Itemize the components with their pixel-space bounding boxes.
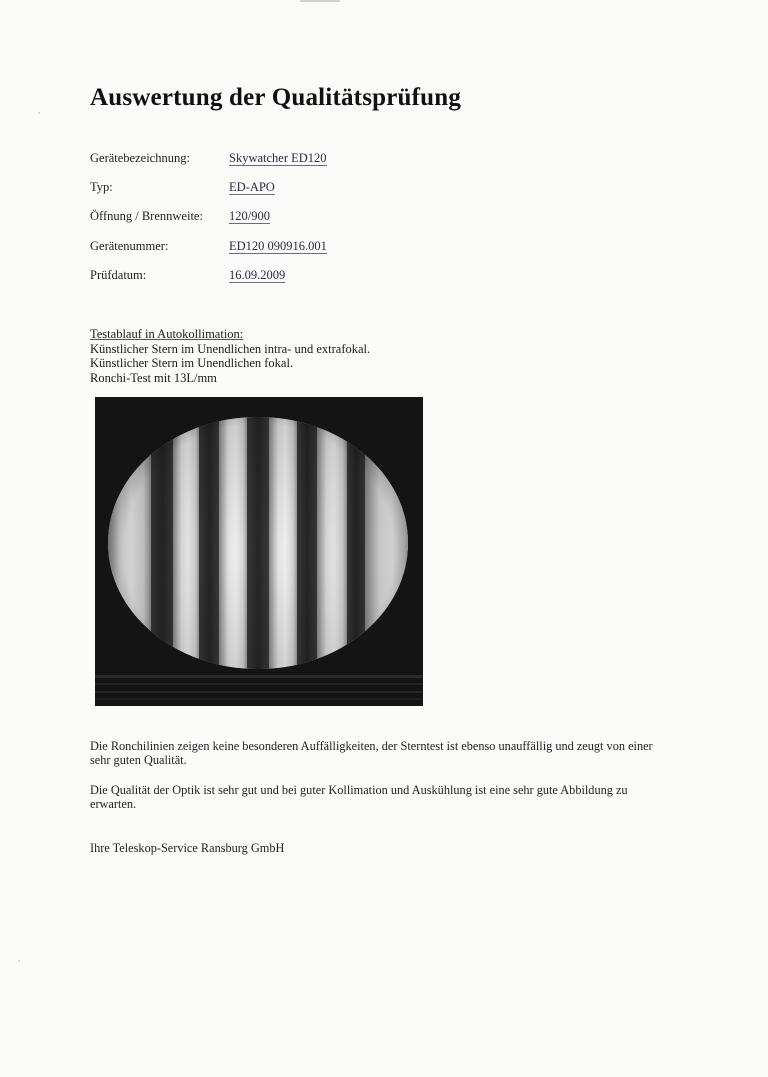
- ronchi-test-photo: [95, 397, 423, 706]
- conclusion-paragraph: Die Qualität der Optik ist sehr gut und bei guter Kollimation und Auskühlung ist eine sehr gute Abbildung zu erwarten.: [90, 783, 628, 811]
- test-line: Künstlicher Stern im Unendlichen intra- und extrafokal.: [90, 341, 371, 356]
- scan-speck: [300, 0, 340, 2]
- spec-row-serial-number: [90, 239, 610, 259]
- spec-label: Gerätebezeichnung:: [90, 151, 190, 165]
- spec-label: Prüfdatum:: [90, 268, 147, 282]
- spec-value: ED-APO: [229, 180, 275, 194]
- test-line: Ronchi-Test mit 13L/mm: [90, 370, 217, 385]
- evaluation-paragraph: Die Ronchilinien zeigen keine besonderen Auffälligkeiten, der Sterntest ist ebenso unauffällig und zeugt von einer sehr guten Qualität.: [90, 739, 653, 767]
- spec-value: ED120 090916.001: [229, 239, 327, 253]
- ronchi-pattern-image: [95, 397, 423, 706]
- spec-row-type: [90, 180, 610, 200]
- scan-speck: [18, 960, 20, 962]
- spec-row-aperture-focal-length: [90, 209, 610, 229]
- spec-row-test-date: [90, 268, 610, 288]
- scan-speck: [38, 112, 40, 114]
- page-title: Auswertung der Qualitätsprüfung: [90, 84, 462, 111]
- spec-value: 120/900: [229, 209, 270, 223]
- spec-value: Skywatcher ED120: [229, 151, 327, 165]
- test-procedure: [90, 327, 370, 385]
- spec-value: 16.09.2009: [229, 268, 286, 282]
- spec-row-device-name: [90, 151, 610, 171]
- spec-label: Öffnung / Brennweite:: [90, 209, 203, 223]
- test-heading: Testablauf in Autokollimation:: [90, 327, 244, 341]
- test-line: Künstlicher Stern im Unendlichen fokal.: [90, 356, 294, 370]
- company-signature: Ihre Teleskop-Service Ransburg GmbH: [90, 841, 285, 855]
- spec-label: Gerätenummer:: [90, 239, 169, 253]
- spec-label: Typ:: [90, 180, 113, 194]
